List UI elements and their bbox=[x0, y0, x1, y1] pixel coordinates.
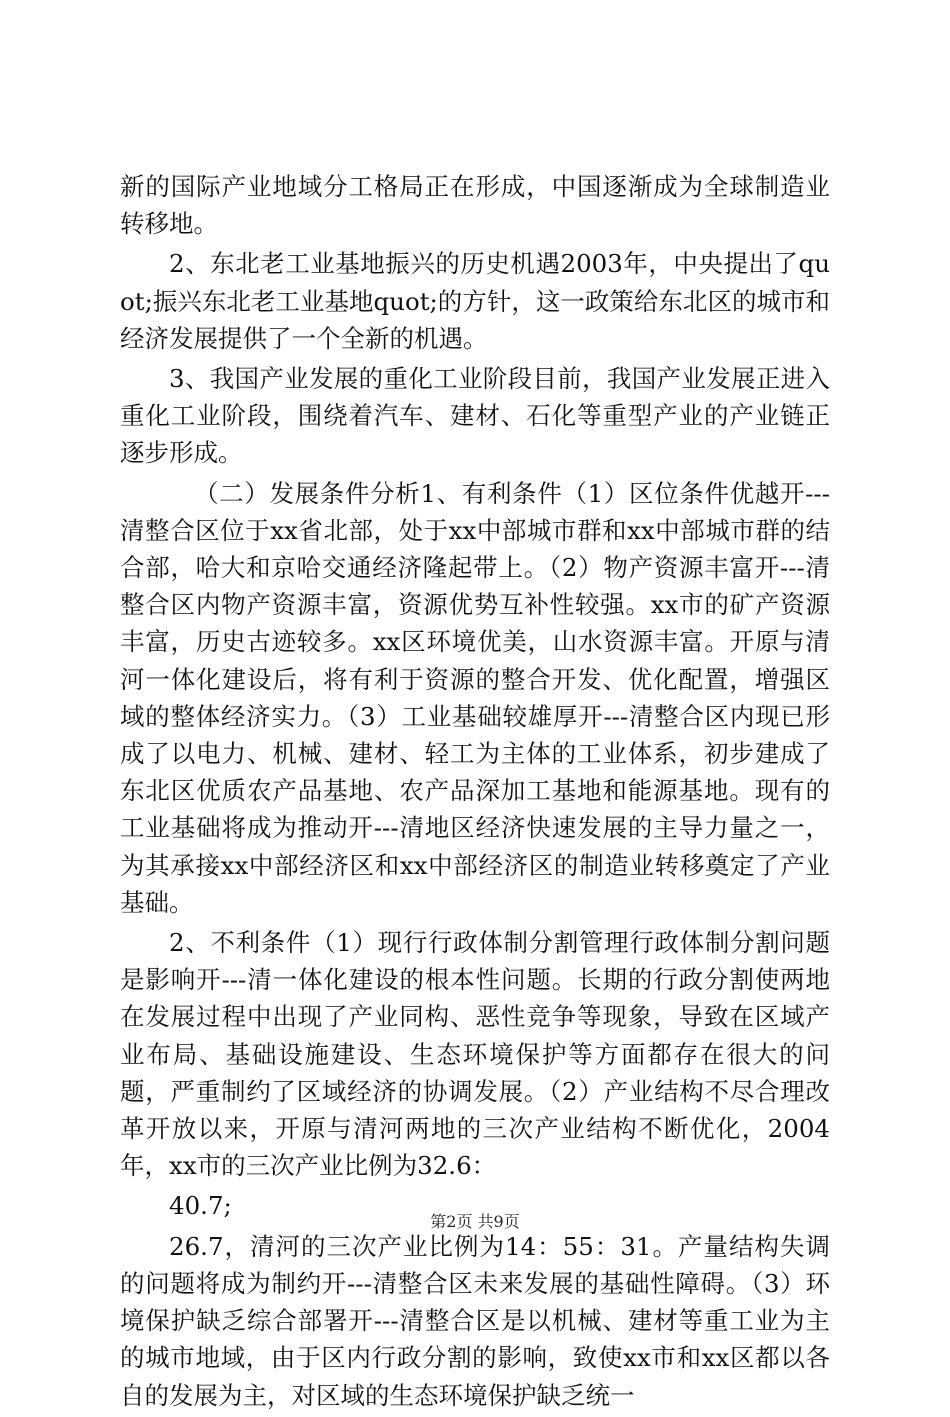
paragraph-5: 2、不利条件（1）现行行政体制分割管理行政体制分割问题是影响开---清一体化建设的根本性问题。长期的行政分割使两地在发展过程中出现了产业同构、恶性竞争等现象，导致在区域产业布局、基础设施建设、生态环境保护等方面都存在很大的问题，严重制约了区域经济的协调发展。（2）产业结构不尽合理改革开放以来，开原与清河两地的三次产业结构不断优化，2004年，xx市的三次产业比例为32.6： bbox=[120, 928, 830, 1181]
paragraph-1: 新的国际产业地域分工格局正在形成，中国逐渐成为全球制造业转移地。 bbox=[120, 172, 830, 239]
page-number-footer: 第2页 共9页 bbox=[430, 1212, 520, 1231]
paragraph-4: （二）发展条件分析1、有利条件（1）区位条件优越开---清整合区位于xx省北部，处于xx中部城市群和xx中部城市群的结合部，哈大和京哈交通经济隆起带上。（2）物产资源丰富开---清整合区内物产资源丰富，资源优势互补性较强。xx市的矿产资源丰富，历史古迹较多。xx区环境优美，山水资源丰富。开原与清河一体化建设后，将有利于资源的整合开发、优化配置，增强区域的整体经济实力。（3）工业基础较雄厚开---清整合区内现已形成了以电力、机械、建材、轻工为主体的工业体系，初步建成了东北区优质农产品基地、农产品深加工基地和能源基地。现有的工业基础将成为推动开---清地区经济快速发展的主导力量之一，为其承接xx中部经济区和xx中部经济区的制造业转移奠定了产业基础。 bbox=[120, 478, 830, 917]
paragraph-3: 3、我国产业发展的重化工业阶段目前，我国产业发展正进入重化工业阶段，围绕着汽车、建材、石化等重型产业的产业链正逐步形成。 bbox=[120, 364, 830, 468]
paragraph-7: 26.7，清河的三次产业比例为14：55：31。产量结构失调的问题将成为制约开---清整合区未来发展的基础性障碍。（3）环境保护缺乏综合部署开---清整合区是以机械、建材等重工业为主的城市地域，由于区内行政分割的影响，致使xx市和xx区都以各自的发展为主，对区域的生态环境保护缺乏统一 bbox=[120, 1231, 830, 1410]
paragraph-2: 2、东北老工业基地振兴的历史机遇2003年，中央提出了quot;振兴东北老工业基地quot;的方针，这一政策给东北区的城市和经济发展提供了一个全新的机遇。 bbox=[120, 249, 830, 353]
paragraph-6: 40.7; bbox=[169, 1191, 232, 1221]
